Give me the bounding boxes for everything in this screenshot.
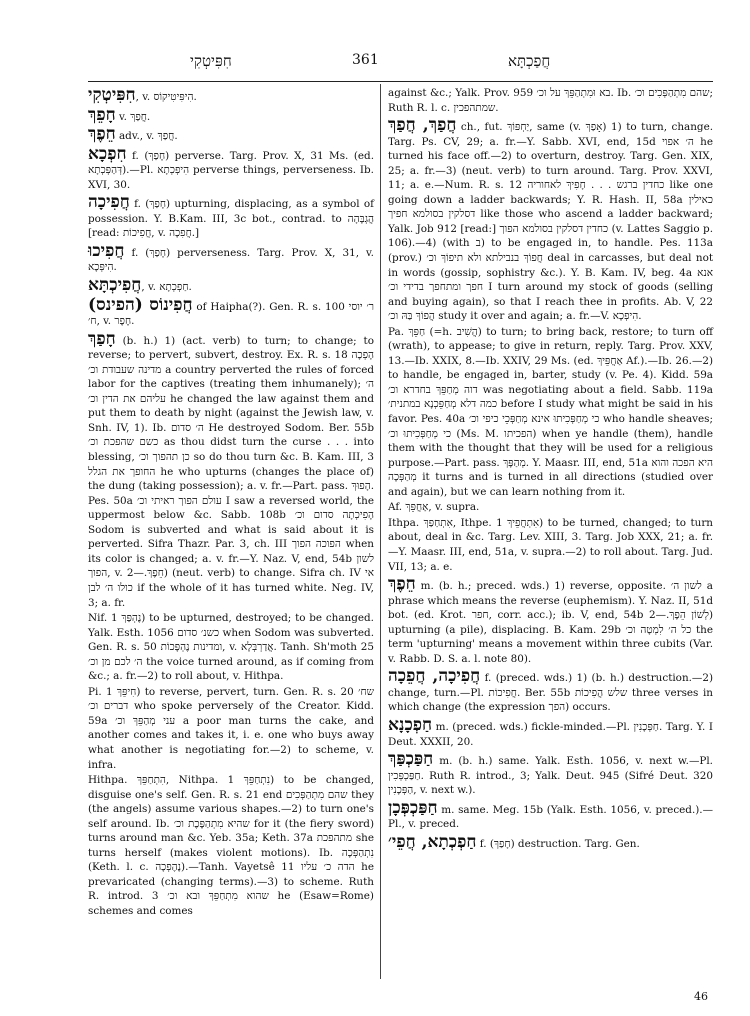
entry-headword: חַפְכָנָא <box>388 714 433 735</box>
entry-headword: חֲפַךְ, חֲפַךְ <box>388 115 457 136</box>
entry-headword: חַפַּכְפְּכָן <box>388 797 438 818</box>
entry-text: m. (b. h.) same. Yalk. Esth. 1056, v. next w.—Pl. חַפַּכְפְּכִין. Ruth R. introd., 3; Yalk. Deut. 945 (Sifré Deut. 320 הַפְּכָנִין, v. next w.). <box>388 755 713 797</box>
dictionary-entry <box>388 716 713 749</box>
entry-headword: חָפַךְ <box>88 328 116 349</box>
dictionary-entry <box>88 125 374 144</box>
right-running-head: חֲפַכְתָּא <box>508 52 551 70</box>
dictionary-entry <box>88 145 374 193</box>
entry-headword: חֲפִיכוּ <box>88 240 125 261</box>
entry-text: Ithpa. אִתְחַפַּךְ, Ithpe. אִתְחֲפֵיךְ 1) to be turned, changed; to turn about, deal in &c. Targ. Lev. XIII, 3. Targ. Job XXX, 21; a. fr.—Y. Maasr. III, end, 51a, v. supra.—2) to roll about. Targ. Jud. VII, 13; a. e. <box>388 516 713 573</box>
dictionary-entry <box>388 575 713 666</box>
dictionary-entry <box>88 276 374 295</box>
entry-headword: חֵפֶךְ <box>388 574 416 595</box>
entry-text: , v. הִיפִּיטִיקוֹס. <box>135 91 197 103</box>
entry-headword: חֲפִיכְתָּא <box>88 275 142 296</box>
dictionary-entry <box>388 116 713 324</box>
entry-headword: חֵפֶךְ <box>88 124 116 145</box>
entry-text: Af. אַחֲפֵּךְ, v. supra. <box>388 501 480 514</box>
dictionary-entry <box>88 611 374 684</box>
dictionary-entry <box>88 242 374 275</box>
dictionary-entry <box>88 106 374 125</box>
entry-headword: חַפְכְתָא, חֲפֵי׳ <box>388 831 477 852</box>
dictionary-entry <box>88 193 374 241</box>
entry-text: v. חֲפַךְ. <box>115 110 151 123</box>
dictionary-entry <box>88 86 374 105</box>
entry-text: f. (חָפַךְ) destruction. Targ. Gen. <box>476 837 640 850</box>
entry-headword: חֲפִיכָה <box>88 192 130 213</box>
dictionary-entry <box>388 833 713 852</box>
dictionary-entry <box>88 685 374 772</box>
right-column <box>388 86 713 852</box>
dictionary-entry <box>388 86 713 115</box>
entry-headword: חִפְכָא <box>88 143 127 164</box>
entry-text: , v. חַפְכְתָא. <box>141 281 192 294</box>
entry-text: of Haipha(?). Gen. R. s. 100 ר׳ יוסי ח׳, v. חֶפֶר. <box>88 300 374 328</box>
page-number: 361 <box>352 52 379 68</box>
entry-headword: חַפַּכְפַּךְ <box>388 749 434 770</box>
dictionary-entry <box>388 750 713 798</box>
dictionary-entry <box>388 325 713 500</box>
entry-headword: חֲפִינוֹס (הפינס) <box>88 294 193 315</box>
dictionary-entry <box>88 330 374 610</box>
entry-text: adv., v. חֲפַךְ. <box>115 130 178 143</box>
entry-text: f. (חָפַךְ) perverse. Targ. Prov. X, 31 Ms. (ed. דְּהַפְּכְתָא).—Pl. הִיפְכְתָא perverse things, perverseness. Ib. XVI, 30. <box>88 149 375 191</box>
column-divider <box>380 84 381 979</box>
left-running-head: חִפִּיטְקִי <box>190 52 232 70</box>
dictionary-entry <box>388 799 713 832</box>
entry-text: f. (חָפַךְ) perverseness. Targ. Prov. X, 31, v. הִיפְּכָא. <box>88 246 374 274</box>
entry-text: (b. h.) 1) (act. verb) to turn; to change; to reverse; to pervert, subvert, destroy. Ex. R. s. 18 הָפְכָה מדינה שעבודת וכ׳ a country perverted the rules of forced labor for the captives (treating them inhumanely); ה׳ עליהם את הדין וכ׳ he changed the law against them and put them to death by night (against the Jewish law, v. Snh. IV, 1). Ib. ה׳ סדום He destroyed Sodom. Ber. 55b כשם שהפכת וכ׳ as thou didst turn the curse . . . into blessing, כן תהפוך וכ׳ so do thou turn &c. B. Kam. III, 3 החופך את הגלל he who upturns (changes the place of) the dung (taking possession); a. v. fr.—Part. pass. הָפוּךְ. Pes. 50a עולם הפוך ראיתי וכ׳ I saw a reversed world, the uppermost below &c. Sabb. 108b הָפִיכְתָה סדום וכ׳ Sodom is subverted and what is said about it is perverted. Sifra Thazr. Par. 3, ch. III הפוכה הפוך when its color is changed; a. v. fr.—Y. Naz. V, end, 54b לשון הפוך, v. חֵפֶךְ.—2) (neut. verb) to change. Sifra ch. IV אי כולו ה׳ לבן if the whole of it has turned white. Neg. IV, 3; a. fr. <box>88 334 375 609</box>
dictionary-entry <box>388 516 713 574</box>
entry-text: f. (חָפַךְ) upturning, displacing, as a symbol of possession. Y. B.Kam. III, 3c bot., contrad. to הֲגְבָּהָה [read: חֲפִיכוֹת, v. חֲפִכָה.] <box>88 198 374 240</box>
entry-text: m. (b. h.; preced. wds.) 1) reverse, opposite. לשון ה׳ a phrase which means the reverse (euphemism). Y. Naz. II, 51d bot. (ed. Krot. חפר, corr. acc.); ib. V, end, 54b לְשׁוֹן הֵפֶךְ.—2) upturning (a pile), displacing. B. Kam. 29b כל ה׳ לִמְטָה וכ׳ the term 'upturning' means a movement within three cubits (Var. v. Rabb. D. S. a. l. note 80). <box>388 580 714 665</box>
running-header <box>0 52 750 72</box>
entry-text: ch., fut. יַחְפּוֹךְ, same (v. אָפַךְ) 1) to turn, change. Targ. Ps. CV, 29; a. fr.—Y. Sabb. XVI, end, 15d ה׳ אפוי he turned his face off.—2) to overturn, destroy. Targ. Gen. XIX, 25; a. fr.—3) (neut. verb) to turn around. Targ. Prov. XXVI, 11; a. e.—Num. R. s. 12 כחדין ברגש . . . חָפִיךְ לאחוריה like one going down a ladder backwards; Y. R. Hash. II, 58a כאילין דסלקין בסולמא חפיך like those who ascend a ladder backward; Yalk. Job 912 [read:] כחדין דסלקין בסולמא הפוך (v. Lattes Saggio p. 106).—4) (with ב) to be engaged in, to handle. Pes. 113a (prov.) חֲפוֹךְ בנבילתא ולא תיפוֹךְ וכ׳ deal in carcasses, but deal not in words (gossip, sophistry &c.). Y. B. Kam. IV, beg. 4a אנא חפך ומתחפך בדידי וכ׳ I turn around my stock of goods (selling and buying again), so that I reach thee in profits. Ab. V, 22 הֲפוֹךְ בַּהּ וכ׳ study it over and again; a. fr.—V. הִיפְכָא. <box>388 121 714 323</box>
header-rule <box>88 81 713 82</box>
dictionary-entry <box>88 773 374 918</box>
entry-text: Pa. חַפֵּךְ (=h. הֲשִׁיב) to turn; to bring back, restore; to turn off (wrath), to appease; to give in return, reply. Targ. Prov. XXV, 13.—Ib. XXIX, 8.—Ib. XXIV, 29 Ms. (ed. אַחֲפֵּיךְ Af.).—Ib. 26.—2) to handle, be engaged in, barter, study (v. Pe. 4). Kidd. 59a דוה מְחַפֵּךְ בחדרא וכ׳ was negotiating about a field. Sabb. 119a כמה דלא מְחַפֵּכְנָא במתנית׳ before I study what might be said in his favor. Pes. 40a כי מְחַפְּכִיתוּ אינא מְחַפְּכֵי כיפי וכ׳ who handle sheaves; כי מְחַפְּכִיתוּ וכ׳ (Ms. M. הפכיתו) when ye handle (them), handle them with the thought that they will be used for a religious purpose.—Part. pass. מְהַפָּךְ. Y. Maasr. III, end, 51a היא הפכה והוא מְהַפְּכָה it turns and is turned in all directions (studied over and again), but we can learn nothing from it. <box>388 325 714 498</box>
signature-mark: 46 <box>694 990 708 1003</box>
entry-text: m. (preced. wds.) fickle-minded.—Pl. חַפְּכָנִין. Targ. Y. I Deut. XXXII, 20. <box>388 720 713 748</box>
left-column <box>88 86 374 920</box>
entry-text: against &c.; Yalk. Prov. 959 בא וּמִתְהַפֵּךְ על וכ׳. Ib. שהם מִתְהַפְּכִים וכ׳; Ruth R. l. c. שמתהפכין. <box>388 87 714 114</box>
dictionary-entry <box>388 667 713 715</box>
entry-headword: חִפִּיטְקִי <box>88 85 136 105</box>
dictionary-entry <box>388 500 713 515</box>
entry-headword: חָפֵךְ <box>88 104 116 125</box>
entry-text: Nif. נֶהְפַּךְ 1) to be upturned, destroyed; to be changed. Yalk. Esth. 1056 כשנ׳ סדום when Sodom was subverted. Gen. R. s. 50 ומדינות נֶהְפָּכוֹת, v. אֲדַרְבְּלָא. Tanh. Sh'moth 25 ה׳ לכם מן וכ׳ the voice turned around, as if coming from &c.; a. fr.—2) to roll about, v. Hithpa. <box>88 612 375 683</box>
entry-headword: חֲפִיכָה, חֲפֵכָה <box>388 666 481 687</box>
entry-text: Hithpa. הִתְחַפֵּךְ, Nithpa. נִתְחַפֵּךְ 1) to be changed, disguise one's self. Gen. R. s. 21 end שהם מִתְהַפְּכִים they (the angels) assume various shapes.—2) to turn one's self around. Ib. שהיא מִתְהַפֶּכֶת וכ׳ for it (the fiery sword) turns around man &c. Yeb. 35a; Keth. 37a מתהפכת she turns herself (makes violent motions). Ib. נִתְהַפְּכָה (Keth. l. c. נֶהֶפְכָה).—Tanh. Vayetsê 11 הדה כ׳ עליו he prevaricated (changing terms).—3) to scheme. Ruth R. introd. 3 שהוא מִתְחַפֵּךְ ובא וכ׳ he (Esaw=Rome) schemes and comes <box>88 774 374 917</box>
entry-text: Pi. חִיפֵּךְ 1) to reverse, pervert, turn. Gen. R. s. 20 שח׳ דברים וכ׳ who spoke perversely of the Creator. Kidd. 59a עני מְהַפֵּךְ וכ׳ a poor man turns the cake, and another comes and takes it, i. e. one who buys away what another is negotiating for.—2) to scheme, v. infra. <box>88 685 375 771</box>
entry-text: f. (preced. wds.) 1) (b. h.) destruction.—2) change, turn.—Pl. חֲפִיכוֹת. Ber. 55b שלש הֲפִיכוֹת three verses in which change (the expression הפך) occurs. <box>388 672 713 714</box>
dictionary-entry <box>88 296 374 329</box>
entry-text: m. same. Meg. 15b (Yalk. Esth. 1056, v. preced.).—Pl., v. preced. <box>388 803 713 831</box>
